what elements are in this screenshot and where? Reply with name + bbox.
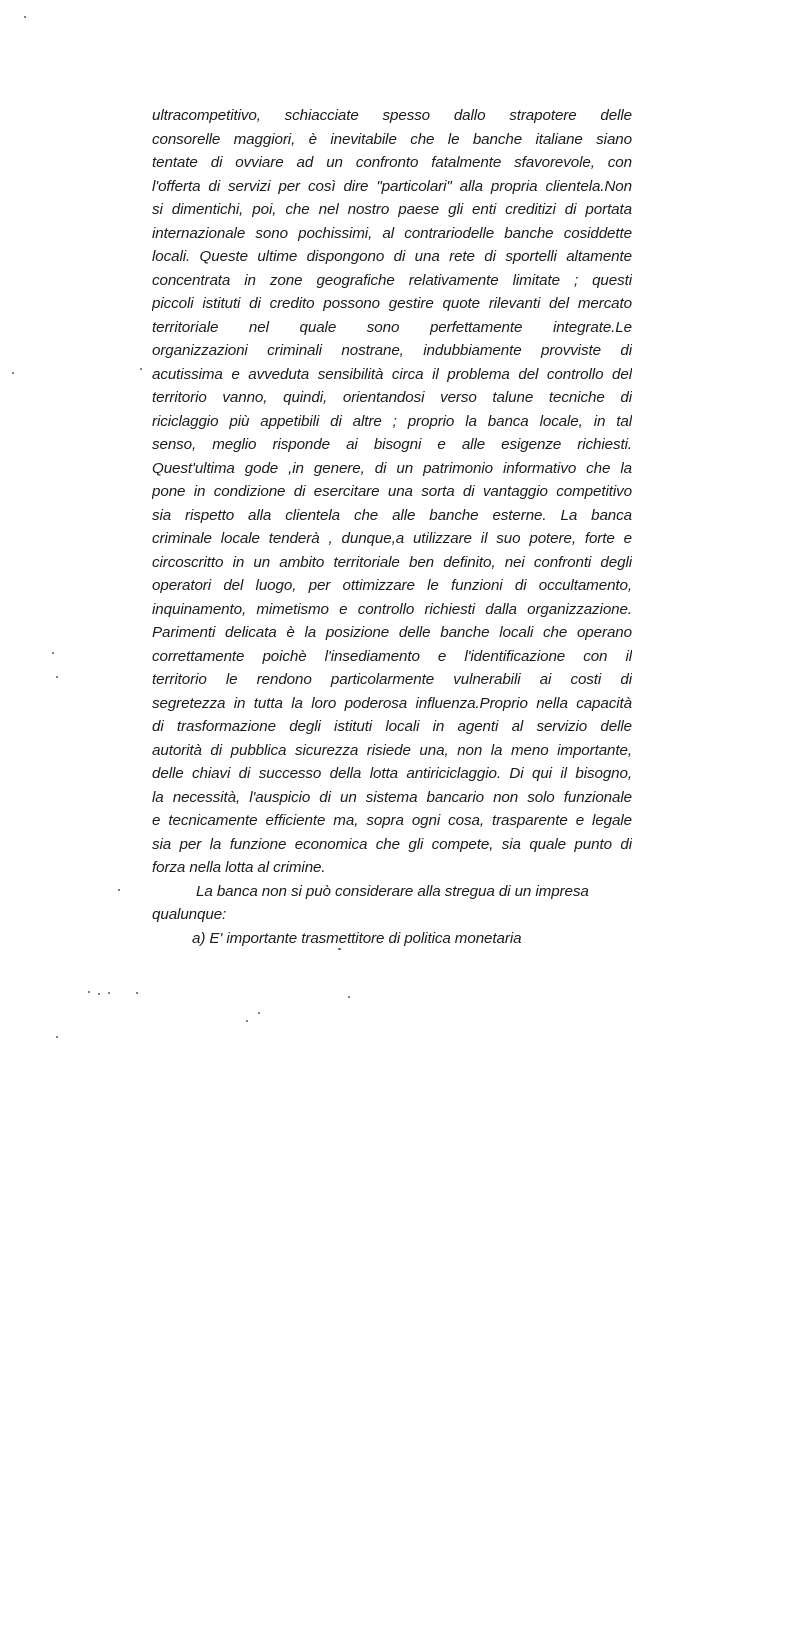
text-line: autorità di pubblica sicurezza risiede una, non la meno importante, (152, 741, 632, 759)
scan-speck (88, 991, 90, 993)
text-line: criminale locale tenderà , dunque,a utilizzare il suo potere, forte e (152, 530, 632, 547)
scan-speck (258, 1012, 260, 1014)
scan-speck (56, 676, 58, 678)
scan-speck (56, 1036, 58, 1038)
scan-speck (338, 948, 341, 950)
text-line: territorio vanno, quindi, orientandosi verso talune tecniche di (152, 389, 632, 406)
text-line: senso, meglio risponde ai bisogni e alle esigenze richiesti. (152, 436, 632, 453)
text-line: La banca non si può considerare alla stregua di un impresa (196, 882, 589, 900)
text-line: piccoli istituti di credito possono gestire quote rilevanti del mercato (152, 295, 632, 312)
text-line: pone in condizione di esercitare una sorta di vantaggio competitivo (152, 483, 632, 500)
text-line: Parimenti delicata è la posizione delle banche locali che operano (152, 624, 632, 641)
scan-speck (140, 368, 142, 370)
text-line: l'offerta di servizi per così dire "particolari" alla propria clientela.Non (152, 177, 632, 195)
text-line: concentrata in zone geografiche relativamente limitate ; questi (152, 271, 632, 289)
text-line: tentate di ovviare ad un confronto fatalmente sfavorevole, con (152, 154, 632, 171)
text-line: sia rispetto alla clientela che alle banche esterne. La banca (152, 506, 632, 524)
text-line: correttamente poichè l'insediamento e l'identificazione con il (152, 647, 632, 665)
text-line: circoscritto in un ambito territoriale ben definito, nei confronti degli (152, 553, 632, 571)
text-line: locali. Queste ultime dispongono di una rete di sportelli altamente (152, 248, 632, 265)
text-line: Quest'ultima gode ,in genere, di un patrimonio informativo che la (152, 459, 632, 477)
text-line: consorelle maggiori, è inevitabile che le banche italiane siano (152, 130, 632, 148)
scan-speck (246, 1020, 248, 1022)
text-line: territorio le rendono particolarmente vulnerabili ai costi di (152, 671, 632, 688)
list-item: a) E' importante trasmettitore di politica monetaria (192, 929, 522, 947)
scan-speck (118, 889, 120, 891)
scan-speck (136, 992, 138, 994)
text-line: acutissima e avveduta sensibilità circa il problema del controllo del (152, 365, 632, 383)
text-line: territoriale nel quale sono perfettamente integrate.Le (152, 318, 632, 336)
text-line: di trasformazione degli istituti locali in agenti al servizio delle (152, 718, 632, 735)
text-line: si dimentichi, poi, che nel nostro paese gli enti creditizi di portata (152, 201, 632, 218)
text-line: riciclaggio più appetibili di altre ; proprio la banca locale, in tal (152, 412, 632, 430)
scan-speck (108, 992, 110, 994)
text-line: operatori del luogo, per ottimizzare le funzioni di occultamento, (152, 577, 632, 594)
text-line: la necessità, l'auspicio di un sistema bancario non solo funzionale (152, 788, 632, 806)
scan-speck (24, 16, 26, 18)
text-line: qualunque: (152, 906, 227, 923)
text-line: internazionale sono pochissimi, al contrariodelle banche cosiddette (152, 224, 632, 242)
scan-speck (98, 993, 100, 995)
text-line: ultracompetitivo, schiacciate spesso dallo strapotere delle (152, 107, 632, 124)
scan-speck (348, 996, 350, 998)
body-text (152, 104, 632, 950)
text-line: segretezza in tutta la loro poderosa influenza.Proprio nella capacità (152, 694, 632, 712)
text-line: e tecnicamente efficiente ma, sopra ogni cosa, trasparente e legale (152, 812, 632, 829)
scan-speck (12, 372, 14, 374)
text-line: sia per la funzione economica che gli compete, sia quale punto di (152, 835, 632, 853)
text-line: forza nella lotta al crimine. (152, 859, 326, 876)
text-line: delle chiavi di successo della lotta antiriciclaggio. Di qui il bisogno, (152, 765, 632, 782)
scan-speck (52, 652, 54, 654)
text-line: inquinamento, mimetismo e controllo richiesti dalla organizzazione. (152, 600, 632, 618)
text-line: organizzazioni criminali nostrane, indubbiamente provviste di (152, 342, 632, 359)
